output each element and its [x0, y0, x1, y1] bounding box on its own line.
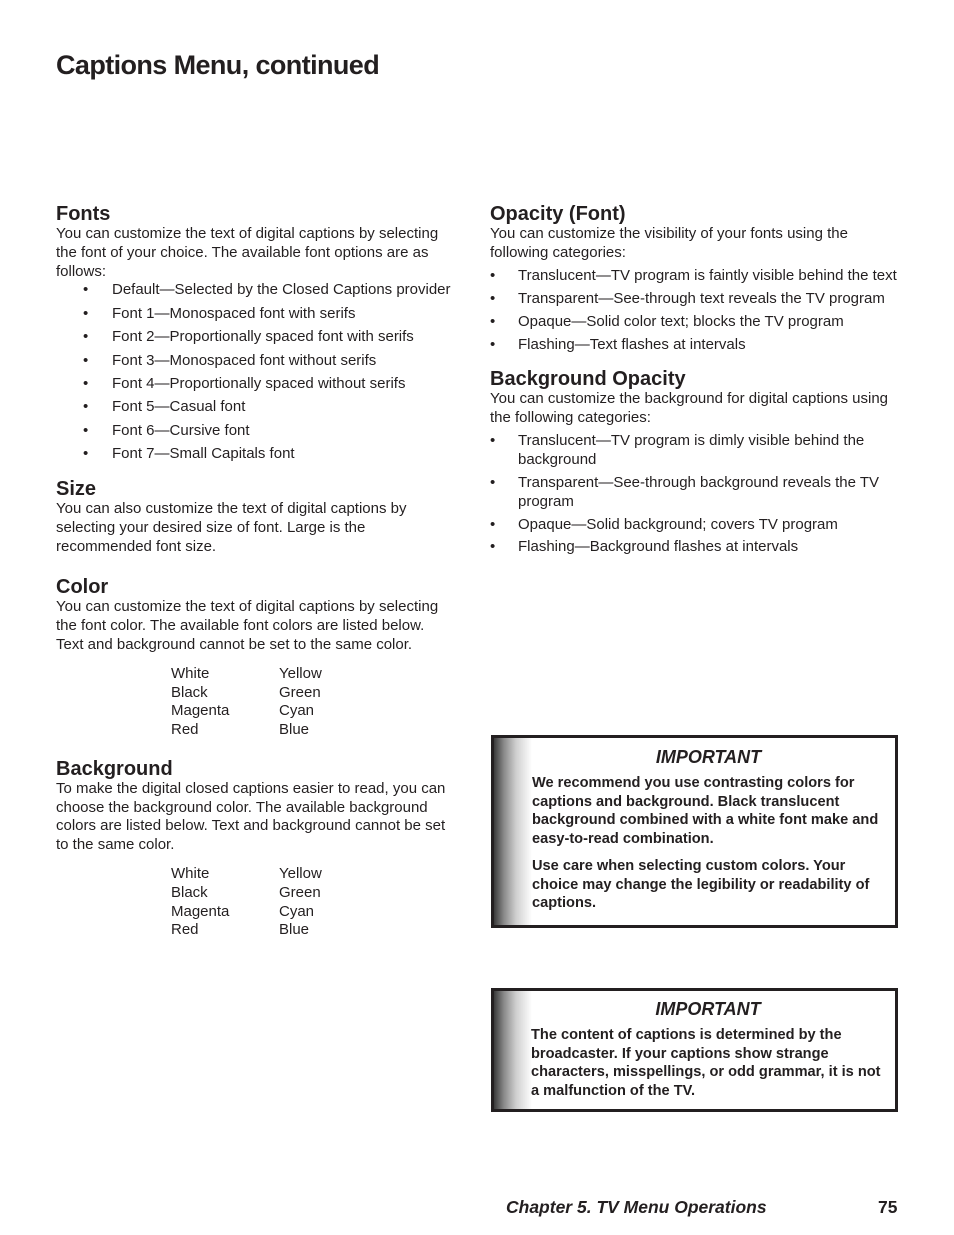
fonts-description: You can customize the text of digital captions by selecting the font of your choice. The available font options are as follows:	[56, 225, 439, 280]
color-value: Cyan	[279, 702, 315, 720]
bullet-icon: •	[83, 351, 89, 369]
important-callout-1	[491, 735, 898, 928]
list-item: • Flashing—Text flashes at intervals	[490, 335, 746, 353]
bullet-icon: •	[83, 328, 89, 346]
bullet-icon: •	[490, 473, 496, 491]
bullet-icon: •	[490, 431, 496, 449]
bullet-icon: •	[490, 266, 496, 284]
color-value: Blue	[279, 721, 310, 739]
callout-content	[494, 738, 895, 913]
font-options-list	[56, 281, 454, 464]
callout-title: IMPORTANT	[655, 747, 762, 767]
bullet-icon: •	[490, 335, 496, 353]
list-item: • Transparent—See-through text reveals the TV program	[490, 289, 885, 307]
background-section	[56, 758, 454, 940]
list-item: • Font 3—Monospaced font without serifs	[83, 351, 377, 369]
background-colors-table	[171, 865, 454, 940]
opacity-font-heading: Opacity (Font)	[490, 203, 626, 225]
callout-title: IMPORTANT	[655, 999, 761, 1019]
fonts-section	[56, 203, 454, 464]
size-heading: Size	[56, 477, 97, 500]
color-section	[56, 576, 454, 740]
callout-paragraph: The content of captions is determined by the broadcaster. If your captions show strange characters, misspellings, or odd grammar, it is not a malfunction of the TV.	[531, 1027, 881, 1100]
list-item: • Font 2—Proportionally spaced font with serifs	[83, 328, 414, 346]
list-item: • Opaque—Solid background; covers TV program	[490, 515, 838, 533]
bullet-icon: •	[490, 515, 496, 533]
color-heading: Color	[56, 576, 109, 599]
callout-paragraph: Use care when selecting custom colors. Your choice may change the legibility or readability of captions.	[532, 857, 870, 912]
page-title: Captions Menu, continued	[56, 50, 380, 80]
list-item: • Font 6—Cursive font	[83, 421, 250, 439]
color-value: Yellow	[279, 664, 322, 682]
color-value: Red	[171, 921, 199, 939]
color-value: Red	[171, 721, 199, 739]
list-item: • Font 4—Proportionally spaced without serifs	[83, 374, 406, 392]
color-value: Magenta	[171, 702, 230, 720]
background-heading: Background	[56, 757, 173, 780]
opacity-font-description: You can customize the visibility of your fonts using the following categories:	[490, 225, 848, 261]
bullet-icon: •	[83, 281, 89, 299]
fonts-heading: Fonts	[56, 203, 111, 225]
color-value: Cyan	[279, 902, 315, 920]
color-value: Magenta	[171, 902, 230, 920]
background-opacity-description: You can customize the background for digital captions using the following categories:	[490, 390, 889, 427]
page-number: 75	[878, 1197, 898, 1217]
color-value: Yellow	[279, 865, 322, 883]
color-value: Black	[171, 683, 208, 701]
bullet-icon: •	[83, 398, 89, 416]
footer-chapter-title: Chapter 5. TV Menu Operations	[506, 1197, 767, 1217]
list-item: • Default—Selected by the Closed Captions provider	[83, 281, 451, 299]
color-value: Blue	[279, 921, 310, 939]
bullet-icon: •	[490, 312, 496, 330]
bullet-icon: •	[83, 421, 89, 439]
callout-paragraph: We recommend you use contrasting colors for captions and background. Black translucent background combined with a white font make and easy-to-read combination.	[532, 775, 879, 848]
list-item: • Opaque—Solid color text; blocks the TV program	[490, 312, 844, 330]
right-column	[490, 203, 902, 561]
list-item: • Translucent—TV program is faintly visible behind the text	[490, 266, 897, 284]
size-description: You can also customize the text of digital captions by selecting your desired size of font. Large is the recommended font size.	[56, 499, 407, 555]
list-item: • Flashing—Background flashes at intervals	[490, 538, 799, 556]
color-value: White	[171, 865, 210, 883]
list-item: • Transparent—See-through background reveals the TV program	[490, 473, 880, 510]
color-value: Green	[279, 883, 321, 901]
size-section	[56, 478, 454, 556]
important-callout-2	[491, 988, 898, 1112]
color-value: Green	[279, 683, 321, 701]
background-opacity-list	[490, 432, 902, 557]
background-description: To make the digital closed captions easier to read, you can choose the background color. The available background colors are listed below. Text and background cannot be set to the same color.	[56, 779, 446, 854]
background-opacity-heading: Background Opacity	[490, 368, 686, 391]
font-colors-table	[171, 665, 454, 740]
bullet-icon: •	[83, 445, 89, 463]
bullet-icon: •	[83, 374, 89, 392]
bullet-icon: •	[83, 304, 89, 322]
list-item: • Font 7—Small Capitals font	[83, 445, 295, 463]
background-opacity-section	[490, 368, 902, 557]
bullet-icon: •	[490, 289, 496, 307]
color-value: White	[171, 664, 210, 682]
color-description: You can customize the text of digital captions by selecting the font color. The available font colors are listed below. Text and background cannot be set to the same color.	[56, 598, 439, 653]
list-item: • Font 1—Monospaced font with serifs	[83, 304, 356, 322]
color-value: Black	[171, 883, 208, 901]
left-column	[56, 203, 454, 940]
list-item: • Font 5—Casual font	[83, 398, 246, 416]
list-item: • Translucent—TV program is dimly visible behind the background	[490, 431, 865, 468]
opacity-font-section	[490, 203, 902, 354]
opacity-font-list	[490, 267, 902, 355]
bullet-icon: •	[490, 538, 496, 556]
callout-content	[494, 991, 895, 1101]
